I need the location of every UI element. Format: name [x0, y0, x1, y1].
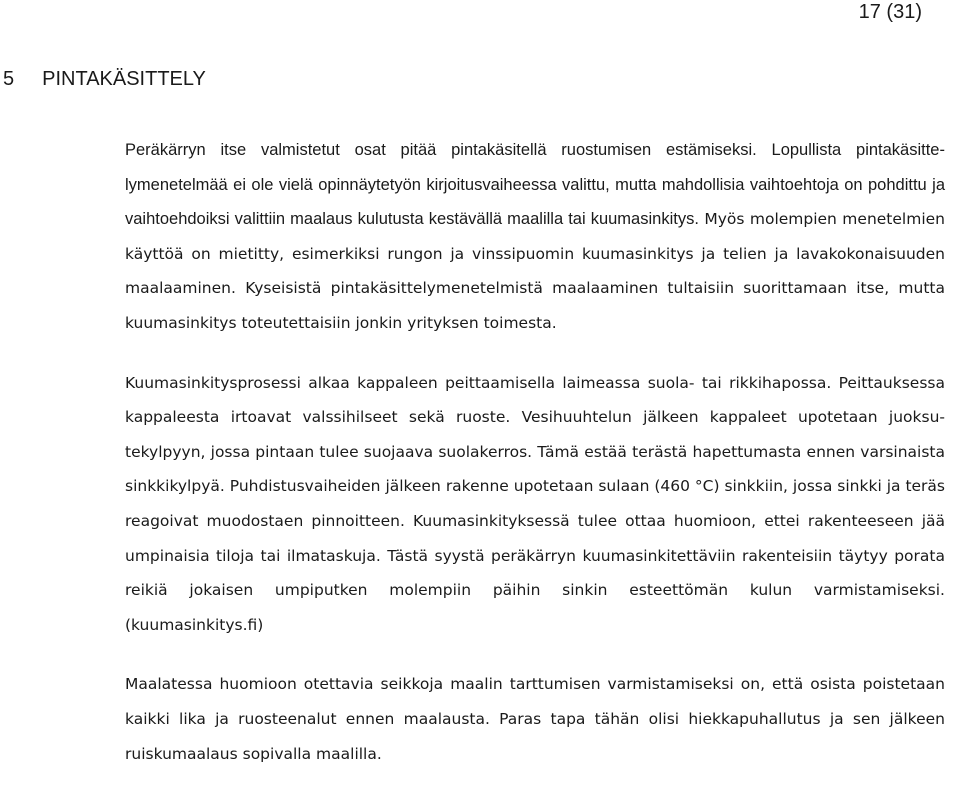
section-title: PINTAKÄSITTELY — [42, 68, 206, 90]
paragraph-3: Maalatessa huomioon otettavia seikkoja maalin tarttumisen varmistamiseksi on, että osista poistetaan kaikki lika ja ruosteenalut ennen maalausta. Paras tapa tähän olisi hiekkapuhallutus ja sen jälkeen ruiskumaalaus sopivalla maalilla. — [125, 675, 945, 763]
body-text — [125, 133, 945, 796]
page-number: 17 (31) — [858, 1, 922, 23]
paragraph-1-part-2: Myös molempien menetelmien käyttöä on mietitty, esimerkiksi rungon ja vinssipuomin kuumasinkitys ja telien ja lavakokonaisuuden maalaaminen. Kyseisistä pintakäsittelymenetelmistä maalaaminen tultaisiin suorittamaan itse, mutta kuumasinkitys toteutettaisiin jonkin yrityksen toimesta. — [125, 210, 945, 332]
paragraph-1 — [125, 133, 945, 341]
section-heading — [3, 67, 206, 91]
paragraph-1-part-1: Peräkärryn itse valmistetut osat pitää pintakäsitellä ruostumisen estämiseksi. Lopullista pintakäsittelymenetelmää ei ole vielä opinnäytetyön kirjoitusvaiheessa valittu, mutta mahdollisia vaihtoehtoja on pohdittu ja vaihtoehdoiksi valittiin maalaus kulutusta kestävällä maalilla tai kuumasinkitys. — [125, 141, 945, 229]
paragraph-2: Kuumasinkitysprosessi alkaa kappaleen peittaamisella laimeassa suola- tai rikkihapossa. Peittauksessa kappaleesta irtoavat valssihilseet sekä ruoste. Vesihuuhtelun jälkeen kappaleet upotetaan juoksutekylpyyn, jossa pintaan tulee suojaava suolakerros. Tämä estää terästä hapettumasta ennen varsinaista sinkkikylpyä. Puhdistusvaiheiden jälkeen rakenne upotetaan sulaan (460 °C) sinkkiin, jossa sinkki ja teräs reagoivat muodostaen pinnoitteen. Kuumasinkityksessä tulee ottaa huomioon, ettei rakenteeseen jää umpinaisia tiloja tai ilmataskuja. Tästä syystä peräkärryn kuumasinkitettäviin rakenteisiin täytyy porata reikiä jokaisen umpiputken molempiin päihin sinkin esteettömän kulun varmistamiseksi. (kuumasinkitys.fi) — [125, 373, 945, 634]
section-number: 5 — [3, 68, 15, 90]
